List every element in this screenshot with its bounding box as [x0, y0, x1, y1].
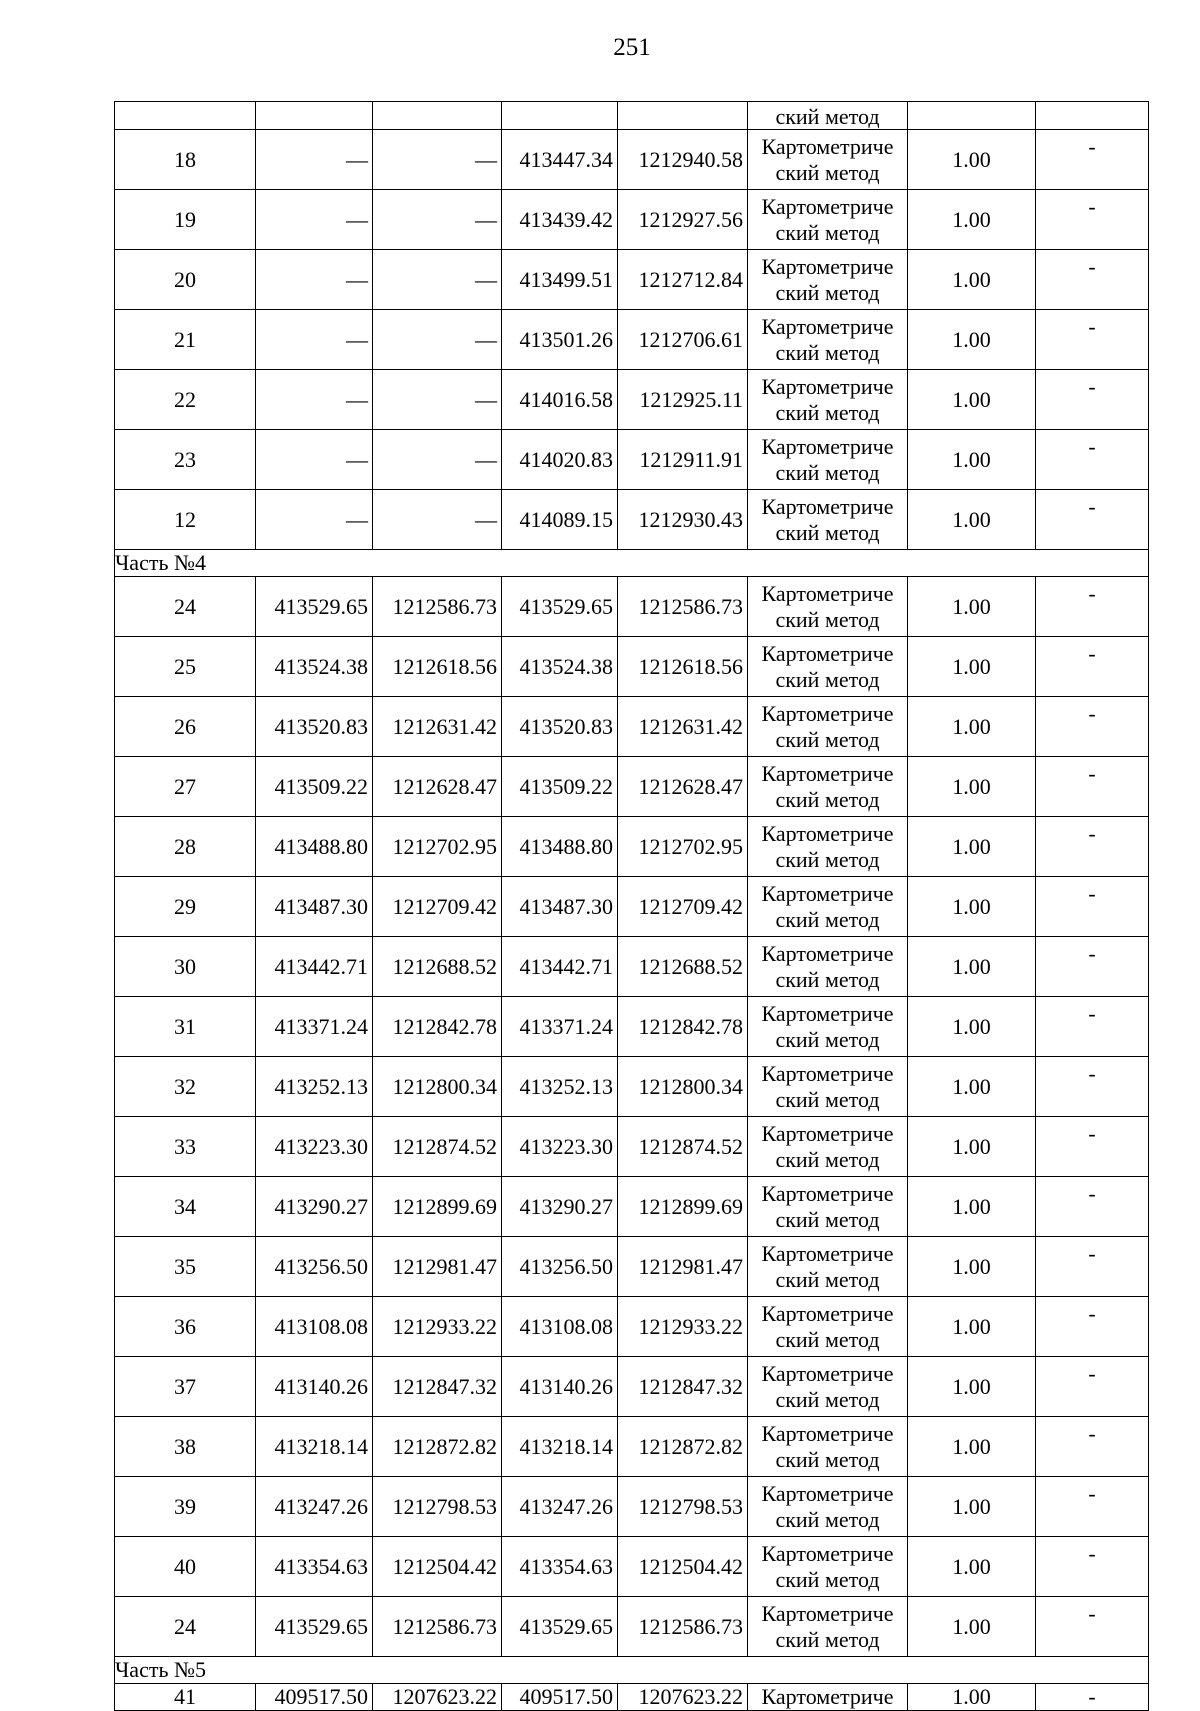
- method-line-2: ский метод: [775, 339, 880, 365]
- point-number-cell: 31: [115, 997, 256, 1057]
- method-line-2: ский метод: [775, 459, 880, 485]
- method-line-1: Картометриче: [761, 1120, 894, 1146]
- accuracy-cell: 1.00: [908, 250, 1036, 310]
- method-line-1: Картометриче: [761, 760, 894, 786]
- x-old-cell: 413256.50: [256, 1237, 373, 1297]
- point-number-cell: 36: [115, 1297, 256, 1357]
- point-number-cell: 34: [115, 1177, 256, 1237]
- x-old-cell: 413442.71: [256, 937, 373, 997]
- x-old-cell: —: [256, 490, 373, 550]
- y-new-cell: 1212930.43: [618, 490, 748, 550]
- accuracy-cell: 1.00: [908, 1417, 1036, 1477]
- x-new-cell: 413108.08: [502, 1297, 618, 1357]
- method-line-1: Картометриче: [761, 580, 894, 606]
- method-cell: [748, 1237, 908, 1297]
- method-line-1: Картометриче: [761, 1180, 894, 1206]
- accuracy-cell: 1.00: [908, 577, 1036, 637]
- table-row: [115, 1237, 1149, 1297]
- y-new-cell: 1212798.53: [618, 1477, 748, 1537]
- empty-cell: [618, 102, 748, 130]
- y-old-cell: 1212702.95: [373, 817, 502, 877]
- x-old-cell: 413247.26: [256, 1477, 373, 1537]
- method-cell: [748, 937, 908, 997]
- method-cell: [748, 250, 908, 310]
- accuracy-cell: 1.00: [908, 130, 1036, 190]
- method-cell: [748, 1297, 908, 1357]
- x-new-cell: 414020.83: [502, 430, 618, 490]
- y-new-cell: 1212940.58: [618, 130, 748, 190]
- method-line-1: Картометриче: [761, 193, 894, 219]
- method-line-2: ский метод: [775, 1506, 880, 1532]
- y-old-cell: 1212709.42: [373, 877, 502, 937]
- method-line-1: Картометриче: [761, 1060, 894, 1086]
- y-old-cell: 1212586.73: [373, 1597, 502, 1657]
- y-old-cell: —: [373, 190, 502, 250]
- y-new-cell: 1212631.42: [618, 697, 748, 757]
- method-line-1: Картометриче: [761, 820, 894, 846]
- coordinates-table: [114, 101, 1149, 1711]
- method-line-1: Картометриче: [761, 1300, 894, 1326]
- table-row: [115, 637, 1149, 697]
- point-number-cell: 25: [115, 637, 256, 697]
- method-cell: Картометриче: [748, 1684, 908, 1711]
- method-line-2: ский метод: [775, 1446, 880, 1472]
- method-line-2: ский метод: [775, 1386, 880, 1412]
- y-old-cell: —: [373, 130, 502, 190]
- x-new-cell: 413290.27: [502, 1177, 618, 1237]
- page-number: 251: [613, 34, 651, 61]
- method-cell: [748, 577, 908, 637]
- point-number-cell: 12: [115, 490, 256, 550]
- x-new-cell: 413529.65: [502, 1597, 618, 1657]
- point-number-cell: 21: [115, 310, 256, 370]
- point-number-cell: 23: [115, 430, 256, 490]
- x-new-cell: 409517.50: [502, 1684, 618, 1711]
- y-new-cell: 1212706.61: [618, 310, 748, 370]
- note-cell: -: [1036, 490, 1149, 550]
- y-old-cell: 1212798.53: [373, 1477, 502, 1537]
- method-line-2: ский метод: [775, 159, 880, 185]
- table-row: [115, 1537, 1149, 1597]
- empty-cell: [502, 102, 618, 130]
- method-line-1: Картометриче: [761, 133, 894, 159]
- method-line-2: ский метод: [775, 219, 880, 245]
- table-row: [115, 1297, 1149, 1357]
- method-line-2: ский метод: [775, 666, 880, 692]
- table-row: [115, 697, 1149, 757]
- method-cell: [748, 490, 908, 550]
- accuracy-cell: 1.00: [908, 310, 1036, 370]
- table-row: [115, 1057, 1149, 1117]
- point-number-cell: 39: [115, 1477, 256, 1537]
- method-line-2: ский метод: [775, 1086, 880, 1112]
- accuracy-cell: 1.00: [908, 817, 1036, 877]
- method-cell: [748, 430, 908, 490]
- x-old-cell: 413509.22: [256, 757, 373, 817]
- point-number-cell: 29: [115, 877, 256, 937]
- accuracy-cell: 1.00: [908, 1357, 1036, 1417]
- point-number-cell: 38: [115, 1417, 256, 1477]
- accuracy-cell: 1.00: [908, 757, 1036, 817]
- x-new-cell: 413371.24: [502, 997, 618, 1057]
- x-new-cell: 413487.30: [502, 877, 618, 937]
- method-cell: [748, 817, 908, 877]
- section-header-row: [115, 550, 1149, 577]
- table-row: [115, 310, 1149, 370]
- x-old-cell: —: [256, 370, 373, 430]
- method-cell: [748, 877, 908, 937]
- table-row: [115, 757, 1149, 817]
- accuracy-cell: 1.00: [908, 190, 1036, 250]
- empty-cell: [256, 102, 373, 130]
- table-row: [115, 1597, 1149, 1657]
- accuracy-cell: 1.00: [908, 1537, 1036, 1597]
- method-cell: [748, 1477, 908, 1537]
- x-new-cell: 413247.26: [502, 1477, 618, 1537]
- x-old-cell: —: [256, 430, 373, 490]
- y-new-cell: 1212981.47: [618, 1237, 748, 1297]
- accuracy-cell: 1.00: [908, 1597, 1036, 1657]
- table-row: [115, 1684, 1149, 1711]
- note-cell: -: [1036, 697, 1149, 757]
- note-cell: -: [1036, 1057, 1149, 1117]
- y-new-cell: 1212842.78: [618, 997, 748, 1057]
- table-row: [115, 1177, 1149, 1237]
- point-number-cell: 32: [115, 1057, 256, 1117]
- x-old-cell: 409517.50: [256, 1684, 373, 1711]
- method-line-1: Картометриче: [761, 493, 894, 519]
- note-cell: -: [1036, 1117, 1149, 1177]
- y-old-cell: 1212874.52: [373, 1117, 502, 1177]
- x-old-cell: 413487.30: [256, 877, 373, 937]
- method-cell: [748, 370, 908, 430]
- method-line-2: ский метод: [775, 906, 880, 932]
- table-row: [115, 877, 1149, 937]
- y-new-cell: 1212618.56: [618, 637, 748, 697]
- y-old-cell: —: [373, 370, 502, 430]
- accuracy-cell: 1.00: [908, 877, 1036, 937]
- accuracy-cell: 1.00: [908, 937, 1036, 997]
- method-line-2: ский метод: [775, 606, 880, 632]
- method-cell: [748, 637, 908, 697]
- x-new-cell: 413218.14: [502, 1417, 618, 1477]
- table-row: [115, 1117, 1149, 1177]
- accuracy-cell: 1.00: [908, 1477, 1036, 1537]
- x-new-cell: 413509.22: [502, 757, 618, 817]
- method-cell: [748, 1117, 908, 1177]
- x-old-cell: —: [256, 310, 373, 370]
- x-new-cell: 413439.42: [502, 190, 618, 250]
- method-line-1: Картометриче: [761, 1480, 894, 1506]
- method-cell: [748, 190, 908, 250]
- note-cell: -: [1036, 1417, 1149, 1477]
- y-old-cell: 1212586.73: [373, 577, 502, 637]
- accuracy-cell: 1.00: [908, 370, 1036, 430]
- x-new-cell: 413442.71: [502, 937, 618, 997]
- method-line-2: ский метод: [775, 1146, 880, 1172]
- y-old-cell: 1212981.47: [373, 1237, 502, 1297]
- x-new-cell: 413499.51: [502, 250, 618, 310]
- empty-cell: [115, 102, 256, 130]
- method-line-1: Картометриче: [761, 313, 894, 339]
- table-row: [115, 490, 1149, 550]
- section-header-row: [115, 1657, 1149, 1684]
- note-cell: -: [1036, 1597, 1149, 1657]
- accuracy-cell: 1.00: [908, 490, 1036, 550]
- method-line-1: Картометриче: [761, 880, 894, 906]
- table-row: [115, 190, 1149, 250]
- table-row: [115, 937, 1149, 997]
- point-number-cell: 19: [115, 190, 256, 250]
- table-row-continuation: [115, 102, 1149, 130]
- accuracy-cell: 1.00: [908, 697, 1036, 757]
- y-new-cell: 1212899.69: [618, 1177, 748, 1237]
- table-row: [115, 1357, 1149, 1417]
- method-line-1: Картометриче: [761, 700, 894, 726]
- table-row: [115, 997, 1149, 1057]
- y-new-cell: 1212800.34: [618, 1057, 748, 1117]
- method-line-2: ский метод: [775, 279, 880, 305]
- x-old-cell: 413108.08: [256, 1297, 373, 1357]
- y-new-cell: 1212586.73: [618, 577, 748, 637]
- method-cell: ский метод: [748, 102, 908, 130]
- method-line-1: Картометриче: [761, 433, 894, 459]
- method-cell: [748, 997, 908, 1057]
- y-old-cell: 1212688.52: [373, 937, 502, 997]
- method-line-2: ский метод: [775, 1266, 880, 1292]
- note-cell: -: [1036, 130, 1149, 190]
- table-row: [115, 370, 1149, 430]
- y-new-cell: 1212925.11: [618, 370, 748, 430]
- empty-cell: [1036, 102, 1149, 130]
- x-new-cell: 413520.83: [502, 697, 618, 757]
- y-old-cell: 1212504.42: [373, 1537, 502, 1597]
- note-cell: -: [1036, 577, 1149, 637]
- y-new-cell: 1212702.95: [618, 817, 748, 877]
- method-line-1: Картометриче: [761, 1540, 894, 1566]
- method-line-2: ский метод: [775, 519, 880, 545]
- method-cell: [748, 1057, 908, 1117]
- accuracy-cell: 1.00: [908, 637, 1036, 697]
- x-old-cell: —: [256, 190, 373, 250]
- method-line-1: Картометриче: [761, 373, 894, 399]
- method-line-2: ский метод: [775, 399, 880, 425]
- method-cell: [748, 310, 908, 370]
- y-new-cell: 1212504.42: [618, 1537, 748, 1597]
- y-old-cell: —: [373, 310, 502, 370]
- note-cell: -: [1036, 250, 1149, 310]
- section-title: Часть №4: [115, 550, 1149, 577]
- y-old-cell: 1212933.22: [373, 1297, 502, 1357]
- method-line-1: Картометриче: [761, 1000, 894, 1026]
- point-number-cell: 37: [115, 1357, 256, 1417]
- note-cell: -: [1036, 637, 1149, 697]
- accuracy-cell: 1.00: [908, 997, 1036, 1057]
- method-cell: [748, 130, 908, 190]
- method-line-2: ский метод: [775, 1026, 880, 1052]
- y-new-cell: 1212927.56: [618, 190, 748, 250]
- point-number-cell: 40: [115, 1537, 256, 1597]
- method-cell: [748, 1177, 908, 1237]
- y-old-cell: —: [373, 250, 502, 310]
- table-row: [115, 250, 1149, 310]
- accuracy-cell: 1.00: [908, 1117, 1036, 1177]
- y-new-cell: 1212872.82: [618, 1417, 748, 1477]
- y-new-cell: 1212911.91: [618, 430, 748, 490]
- x-new-cell: 414016.58: [502, 370, 618, 430]
- point-number-cell: 35: [115, 1237, 256, 1297]
- note-cell: -: [1036, 370, 1149, 430]
- empty-cell: [373, 102, 502, 130]
- y-old-cell: —: [373, 490, 502, 550]
- accuracy-cell: 1.00: [908, 1177, 1036, 1237]
- x-new-cell: 413140.26: [502, 1357, 618, 1417]
- x-old-cell: 413371.24: [256, 997, 373, 1057]
- accuracy-cell: 1.00: [908, 1684, 1036, 1711]
- method-line-2: ский метод: [775, 1626, 880, 1652]
- y-old-cell: 1212872.82: [373, 1417, 502, 1477]
- note-cell: -: [1036, 757, 1149, 817]
- x-new-cell: 413354.63: [502, 1537, 618, 1597]
- y-new-cell: 1207623.22: [618, 1684, 748, 1711]
- note-cell: -: [1036, 1684, 1149, 1711]
- point-number-cell: 18: [115, 130, 256, 190]
- method-cell: [748, 1417, 908, 1477]
- note-cell: -: [1036, 1477, 1149, 1537]
- y-old-cell: 1212847.32: [373, 1357, 502, 1417]
- y-old-cell: 1212899.69: [373, 1177, 502, 1237]
- note-cell: -: [1036, 1297, 1149, 1357]
- y-new-cell: 1212712.84: [618, 250, 748, 310]
- x-old-cell: 413524.38: [256, 637, 373, 697]
- y-new-cell: 1212933.22: [618, 1297, 748, 1357]
- x-old-cell: 413252.13: [256, 1057, 373, 1117]
- y-new-cell: 1212628.47: [618, 757, 748, 817]
- note-cell: -: [1036, 1537, 1149, 1597]
- y-old-cell: 1207623.22: [373, 1684, 502, 1711]
- x-new-cell: 413524.38: [502, 637, 618, 697]
- x-old-cell: 413488.80: [256, 817, 373, 877]
- method-line-2: ский метод: [775, 1326, 880, 1352]
- x-new-cell: 413223.30: [502, 1117, 618, 1177]
- table-row: [115, 817, 1149, 877]
- point-number-cell: 30: [115, 937, 256, 997]
- y-old-cell: 1212631.42: [373, 697, 502, 757]
- y-new-cell: 1212847.32: [618, 1357, 748, 1417]
- point-number-cell: 41: [115, 1684, 256, 1711]
- note-cell: -: [1036, 430, 1149, 490]
- point-number-cell: 24: [115, 577, 256, 637]
- table-row: [115, 1417, 1149, 1477]
- x-old-cell: 413529.65: [256, 577, 373, 637]
- method-line-2: ский метод: [775, 786, 880, 812]
- point-number-cell: 26: [115, 697, 256, 757]
- accuracy-cell: 1.00: [908, 430, 1036, 490]
- x-old-cell: 413520.83: [256, 697, 373, 757]
- point-number-cell: 28: [115, 817, 256, 877]
- y-old-cell: 1212800.34: [373, 1057, 502, 1117]
- method-cell: [748, 757, 908, 817]
- table-row: [115, 430, 1149, 490]
- section-title: Часть №5: [115, 1657, 1149, 1684]
- table-row: [115, 1477, 1149, 1537]
- table-row: [115, 577, 1149, 637]
- y-old-cell: 1212628.47: [373, 757, 502, 817]
- x-new-cell: 413256.50: [502, 1237, 618, 1297]
- note-cell: -: [1036, 1357, 1149, 1417]
- method-line-2: ский метод: [775, 966, 880, 992]
- x-new-cell: 413501.26: [502, 310, 618, 370]
- x-old-cell: —: [256, 250, 373, 310]
- accuracy-cell: 1.00: [908, 1237, 1036, 1297]
- x-new-cell: 413529.65: [502, 577, 618, 637]
- method-line-1: Картометриче: [761, 1360, 894, 1386]
- y-old-cell: 1212618.56: [373, 637, 502, 697]
- x-old-cell: —: [256, 130, 373, 190]
- y-new-cell: 1212688.52: [618, 937, 748, 997]
- x-old-cell: 413140.26: [256, 1357, 373, 1417]
- x-old-cell: 413290.27: [256, 1177, 373, 1237]
- x-new-cell: 413488.80: [502, 817, 618, 877]
- note-cell: -: [1036, 937, 1149, 997]
- x-old-cell: 413529.65: [256, 1597, 373, 1657]
- y-old-cell: 1212842.78: [373, 997, 502, 1057]
- accuracy-cell: 1.00: [908, 1297, 1036, 1357]
- note-cell: -: [1036, 310, 1149, 370]
- method-line-2: ский метод: [775, 1566, 880, 1592]
- note-cell: -: [1036, 817, 1149, 877]
- note-cell: -: [1036, 190, 1149, 250]
- method-line-2: ский метод: [775, 846, 880, 872]
- x-new-cell: 413252.13: [502, 1057, 618, 1117]
- method-cell: [748, 1357, 908, 1417]
- method-line-2: ский метод: [775, 1206, 880, 1232]
- note-cell: -: [1036, 877, 1149, 937]
- method-line-1: Картометриче: [761, 640, 894, 666]
- note-cell: -: [1036, 1237, 1149, 1297]
- note-cell: -: [1036, 1177, 1149, 1237]
- table-row: [115, 130, 1149, 190]
- method-line-1: Картометриче: [761, 253, 894, 279]
- y-new-cell: 1212586.73: [618, 1597, 748, 1657]
- method-cell: [748, 1597, 908, 1657]
- method-line-1: Картометриче: [761, 940, 894, 966]
- point-number-cell: 24: [115, 1597, 256, 1657]
- method-line-2: ский метод: [775, 726, 880, 752]
- y-old-cell: —: [373, 430, 502, 490]
- y-new-cell: 1212709.42: [618, 877, 748, 937]
- method-cell: [748, 697, 908, 757]
- x-old-cell: 413223.30: [256, 1117, 373, 1177]
- note-cell: -: [1036, 997, 1149, 1057]
- empty-cell: [908, 102, 1036, 130]
- accuracy-cell: 1.00: [908, 1057, 1036, 1117]
- point-number-cell: 20: [115, 250, 256, 310]
- method-cell: [748, 1537, 908, 1597]
- method-line-1: Картометриче: [761, 1420, 894, 1446]
- point-number-cell: 22: [115, 370, 256, 430]
- point-number-cell: 27: [115, 757, 256, 817]
- x-new-cell: 414089.15: [502, 490, 618, 550]
- y-new-cell: 1212874.52: [618, 1117, 748, 1177]
- x-old-cell: 413218.14: [256, 1417, 373, 1477]
- x-old-cell: 413354.63: [256, 1537, 373, 1597]
- method-line-1: Картометриче: [761, 1240, 894, 1266]
- x-new-cell: 413447.34: [502, 130, 618, 190]
- point-number-cell: 33: [115, 1117, 256, 1177]
- method-line-1: Картометриче: [761, 1600, 894, 1626]
